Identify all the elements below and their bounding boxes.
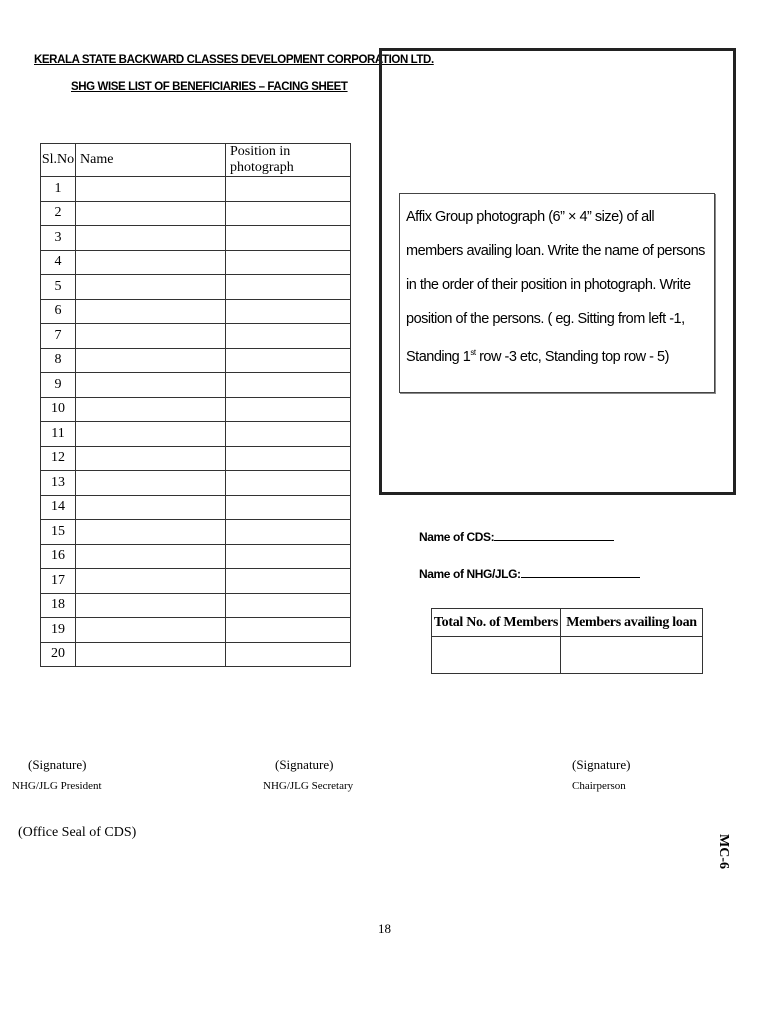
row-name-cell[interactable] xyxy=(76,642,226,667)
row-slno: 16 xyxy=(41,544,76,569)
row-name-cell[interactable] xyxy=(76,569,226,594)
table-row xyxy=(41,201,351,226)
row-position-cell[interactable] xyxy=(226,226,351,251)
cds-name-label: Name of CDS: xyxy=(419,530,495,544)
sheet-title: SHG WISE LIST OF BENEFICIARIES – FACING SHEET xyxy=(71,81,348,93)
row-slno: 7 xyxy=(41,324,76,349)
row-slno: 14 xyxy=(41,495,76,520)
row-position-cell[interactable] xyxy=(226,348,351,373)
president-role: NHG/JLG President xyxy=(12,780,102,792)
row-slno: 19 xyxy=(41,618,76,643)
table-row xyxy=(41,324,351,349)
row-position-cell[interactable] xyxy=(226,520,351,545)
row-slno: 11 xyxy=(41,422,76,447)
row-name-cell[interactable] xyxy=(76,593,226,618)
row-slno: 10 xyxy=(41,397,76,422)
members-header-row xyxy=(432,609,703,637)
table-row xyxy=(41,397,351,422)
secretary-role: NHG/JLG Secretary xyxy=(263,780,354,792)
table-row xyxy=(41,299,351,324)
row-name-cell[interactable] xyxy=(76,299,226,324)
table-row xyxy=(41,618,351,643)
row-slno: 15 xyxy=(41,520,76,545)
members-value-row xyxy=(432,637,703,674)
row-name-cell[interactable] xyxy=(76,422,226,447)
table-row xyxy=(41,373,351,398)
table-row xyxy=(41,642,351,667)
row-name-cell[interactable] xyxy=(76,177,226,202)
row-position-cell[interactable] xyxy=(226,569,351,594)
row-slno: 4 xyxy=(41,250,76,275)
table-row xyxy=(41,177,351,202)
row-position-cell[interactable] xyxy=(226,446,351,471)
row-slno: 20 xyxy=(41,642,76,667)
table-row xyxy=(41,520,351,545)
row-position-cell[interactable] xyxy=(226,593,351,618)
table-row xyxy=(41,569,351,594)
availing-members-header: Members availing loan xyxy=(561,609,703,637)
instruction-superscript: st xyxy=(470,348,476,357)
table-row xyxy=(41,593,351,618)
row-name-cell[interactable] xyxy=(76,520,226,545)
row-position-cell[interactable] xyxy=(226,495,351,520)
row-name-cell[interactable] xyxy=(76,275,226,300)
row-name-cell[interactable] xyxy=(76,471,226,496)
form-code: MC-6 xyxy=(716,834,731,869)
row-name-cell[interactable] xyxy=(76,226,226,251)
instruction-text: Affix Group photograph (6” × 4” size) of all members availing loan. Write the name of persons in the order of their position in photograph. Write position of the persons. ( eg. Sitting from left -1, Standing 1 xyxy=(406,209,705,365)
table-row xyxy=(41,250,351,275)
table-row xyxy=(41,495,351,520)
row-position-cell[interactable] xyxy=(226,177,351,202)
row-slno: 17 xyxy=(41,569,76,594)
row-name-cell[interactable] xyxy=(76,348,226,373)
row-name-cell[interactable] xyxy=(76,495,226,520)
row-position-cell[interactable] xyxy=(226,471,351,496)
table-row xyxy=(41,275,351,300)
page-number: 18 xyxy=(378,921,391,936)
total-members-header: Total No. of Members xyxy=(432,609,561,637)
row-name-cell[interactable] xyxy=(76,618,226,643)
secretary-signature: (Signature) xyxy=(275,757,334,772)
row-position-cell[interactable] xyxy=(226,299,351,324)
row-position-cell[interactable] xyxy=(226,275,351,300)
row-name-cell[interactable] xyxy=(76,446,226,471)
table-row xyxy=(41,226,351,251)
cds-name-field[interactable] xyxy=(419,530,614,544)
table-row xyxy=(41,348,351,373)
row-slno: 3 xyxy=(41,226,76,251)
row-slno: 9 xyxy=(41,373,76,398)
col-position-header: Position in photograph xyxy=(226,144,351,177)
row-position-cell[interactable] xyxy=(226,422,351,447)
table-row xyxy=(41,422,351,447)
row-slno: 2 xyxy=(41,201,76,226)
row-slno: 5 xyxy=(41,275,76,300)
beneficiary-table xyxy=(40,143,351,667)
table-row xyxy=(41,471,351,496)
org-title: KERALA STATE BACKWARD CLASSES DEVELOPMENT CORPORATION LTD. xyxy=(34,54,434,66)
table-header-row xyxy=(41,144,351,177)
row-position-cell[interactable] xyxy=(226,397,351,422)
row-position-cell[interactable] xyxy=(226,642,351,667)
row-name-cell[interactable] xyxy=(76,250,226,275)
col-name-header: Name xyxy=(76,144,226,177)
row-slno: 6 xyxy=(41,299,76,324)
members-table xyxy=(431,608,703,674)
table-row xyxy=(41,544,351,569)
chair-role: Chairperson xyxy=(572,780,626,792)
row-name-cell[interactable] xyxy=(76,544,226,569)
row-name-cell[interactable] xyxy=(76,373,226,398)
row-position-cell[interactable] xyxy=(226,544,351,569)
nhg-name-line[interactable] xyxy=(521,577,640,578)
president-signature: (Signature) xyxy=(28,757,87,772)
row-name-cell[interactable] xyxy=(76,201,226,226)
table-row xyxy=(41,446,351,471)
row-slno: 13 xyxy=(41,471,76,496)
availing-members-cell[interactable] xyxy=(561,637,703,674)
office-seal-label: (Office Seal of CDS) xyxy=(18,825,137,840)
row-slno: 18 xyxy=(41,593,76,618)
row-position-cell[interactable] xyxy=(226,324,351,349)
chair-signature: (Signature) xyxy=(572,757,631,772)
row-position-cell[interactable] xyxy=(226,250,351,275)
nhg-name-label: Name of NHG/JLG: xyxy=(419,567,521,581)
nhg-name-field[interactable] xyxy=(419,567,640,581)
row-position-cell[interactable] xyxy=(226,373,351,398)
photo-instruction xyxy=(399,193,715,393)
row-slno: 12 xyxy=(41,446,76,471)
row-position-cell[interactable] xyxy=(226,201,351,226)
col-slno-header: Sl.No xyxy=(41,144,76,177)
row-slno: 1 xyxy=(41,177,76,202)
row-name-cell[interactable] xyxy=(76,324,226,349)
row-slno: 8 xyxy=(41,348,76,373)
cds-name-line[interactable] xyxy=(494,540,614,541)
row-position-cell[interactable] xyxy=(226,618,351,643)
row-name-cell[interactable] xyxy=(76,397,226,422)
instruction-text-end: row -3 etc, Standing top row - 5) xyxy=(475,348,669,365)
total-members-cell[interactable] xyxy=(432,637,561,674)
